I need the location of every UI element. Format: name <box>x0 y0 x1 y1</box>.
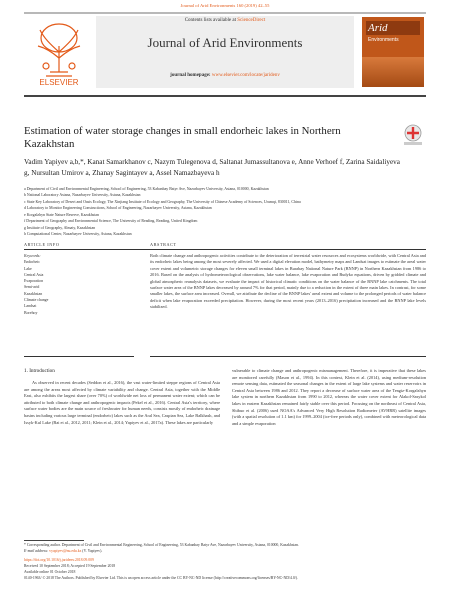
footnote-rule <box>24 540 84 541</box>
affiliation-item: g Institute of Geography, Almaty, Kazakhstan <box>24 225 96 230</box>
journal-reference[interactable]: Journal of Arid Environments 160 (2019) 42–55 <box>180 3 270 8</box>
keyword: Central Asia <box>24 272 44 277</box>
homepage-link[interactable]: www.elsevier.com/locate/jaridenv <box>211 73 280 78</box>
keyword: Semi-arid <box>24 285 40 290</box>
author-list: Vadim Yapiyev a,b,*, Kanat Samarkhanov c, Nazym Tulegenova d, Saltanat Jumassultanova e, Anne Verhoef f, Zarina Saidaliyeva g, Nursultan Umirov a, Zhanay Sagintayev a, Assel Namazbayeva h <box>24 158 400 177</box>
affiliations <box>24 186 424 238</box>
affiliation-item: f Department of Geography and Environmental Science, The University of Reading, Reading, United Kingdom <box>24 219 198 224</box>
keyword: Evaporation <box>24 279 44 284</box>
received-dates: Received 10 September 2018; Accepted 19 September 2018 <box>24 563 116 568</box>
keyword: Endorheic <box>24 260 40 265</box>
elsevier-wordmark: ELSEVIER <box>39 78 79 87</box>
homepage-prefix: journal homepage: <box>170 73 212 78</box>
elsevier-logo[interactable] <box>26 16 92 88</box>
keyword: Kazakhstan <box>24 291 43 296</box>
affiliation-item: h Computational Center, Nazarbayev University, Astana, Kazakhstan <box>24 232 132 237</box>
article-info-heading: ARTICLE INFO <box>24 242 60 247</box>
article-title: Estimation of water storage changes in small endorheic lakes in Northern Kazakhstan <box>24 125 341 150</box>
cover-subtitle: Environments <box>368 37 399 43</box>
journal-homepage <box>96 73 354 78</box>
journal-cover-image[interactable] <box>362 17 424 87</box>
introduction-heading: 1. Introduction <box>24 368 55 374</box>
sciencedirect-link[interactable]: ScienceDirect <box>237 18 266 23</box>
section-rule <box>24 249 426 250</box>
email-label: E-mail address: <box>24 548 50 553</box>
keywords-rule <box>24 356 134 357</box>
affiliation-item: d Laboratory to Monitor Engineering Constructions, School of Engineering, Nazarbayev University, Astana, Kazakhstan <box>24 206 212 211</box>
crossmark-icon[interactable] <box>403 124 423 146</box>
affiliation-item: e Korgalzhyn State Nature Reserve, Kazakhstan <box>24 212 99 217</box>
keyword: Landsat <box>24 304 37 309</box>
abstract-rule <box>150 356 426 357</box>
email-suffix: (V. Yapiyev). <box>81 548 103 553</box>
keyword: Climate change <box>24 298 49 303</box>
keywords-block <box>24 253 124 316</box>
email-link[interactable]: vyapiyev@nu.edu.kz <box>49 548 82 553</box>
doi-link[interactable]: https://doi.org/10.1016/j.jaridenv.2018.09.009 <box>24 557 94 562</box>
corresponding-author-note: * Corresponding author. Department of Civil and Environmental Engineering, School of Engineering, 53 Kabanbay Batyr Ave, Nazarbayev University, Astana, 010000, Kazakhstan. <box>24 543 299 547</box>
introduction-left-column: As observed in recent decades (Seddon et al., 2016), the vast water-limited steppe regions of Central Asia are among the areas most affected by climate variability and change. Central Asia, together with the Middle East, also exhibits the largest share (over 70%) of worldwide net loss of permanent water extent; which can be attributed to both climate change and anthropogenic impacts (Pekel et al., 2016). Central Asia's territory, where surface water bodies are the main source of freshwater for human needs, consists mostly of endorheic drainage basins including various large terminal (endorheic) lakes such as the Aral Sea, Caspian Sea, Lake Balkhash, and Issyk-Kul Lake (Bai et al., 2012, 2011; Klein et al., 2014; Yapiyev et al., 2017a). These lakes are particularly <box>24 380 220 425</box>
keyword: Lake <box>24 266 32 271</box>
abstract-text: Both climate change and anthropogenic activities contribute to the deterioration of terrestrial water resources and ecosystems worldwide, with Central Asia and its endorheic lakes being among the most severely affected. We used a digital elevation model, bathymetry maps and Landsat images to estimate the areal water cover extent and volumetric storage changes for eleven small terminal lakes in Burabay National Nature Park (BNNP) in Northern Kazakhstan from 1986 to 2016. Based on the analysis of hydrometeorological observations, lake water balance, lake evaporation and Budyko equations, driven by gridded climate and global atmospheric reanalysis datasets, we evaluate the impact of historical climatic conditions on the water balance of the BNNP lake catchments. The total surface water area of the BNNP lakes decreased by around 7% for that period, mainly due to a reduction in the extent of three main lakes. In contrast, for some smaller lakes, the surface area increased. Overall, we attribute the decline of the BNNP lakes' areal extent and volume to the prolonged periods of water balance deficit when lake evaporation exceeded precipitation. However, during the most recent years (2013–2016) precipitation increased and the BNNP lake levels stabilized. <box>150 253 426 310</box>
license-statement: 0140-1963/ © 2018 The Authors. Published by Elsevier Ltd. This is an open access article under the CC BY-NC-ND license (http://creativecommons.org/licenses/BY-NC-ND/4.0/). <box>24 575 298 580</box>
introduction-right-column: vulnerable to climate change and anthropogenic mismanagement. Therefore, it is imperative that these lakes are monitored carefully (Mason et al., 1994). In this context, Klein et al. (2014), using medium-resolution remote sensing data, estimated the seasonal changes in the extent of large lake systems and water reservoirs in Central Asia between 1986 and 2012. They report a decrease of surface water area of the Tengiz-Korgalzhyn lake system in northern Kazakhstan from 1990 to 2012, whereas the water cover extent for Alakol-Sasykol lakes in eastern Kazakhstan remained fairly stable over this period. Focusing on the northeast of Central Asia, Shibuo et al. (2006) used NOAA's Advanced Very High Resolution Radiometer (AVHRR) satellite images (with a spatial resolution of 1.1 km) for 1999–2004 (ice-free periods only), combined with meteorological data and a simple evaporation <box>232 368 426 426</box>
article-footer <box>24 543 426 581</box>
affiliation-item: b National Laboratory Astana, Nazarbayev University, Astana, Kazakhstan <box>24 193 141 198</box>
contents-line <box>96 18 354 23</box>
header-rule <box>24 95 426 97</box>
cover-title: Arid <box>368 22 388 34</box>
keyword: Borehoy <box>24 310 38 315</box>
keywords-label: Keywords: <box>24 254 41 258</box>
online-date: Available online 01 October 2018 <box>24 569 76 574</box>
journal-name: Journal of Arid Environments <box>147 35 303 50</box>
affiliation-item: c State Key Laboratory of Desert and Oasis Ecology, The Xinjiang Institute of Ecology and Geography, The University of Chinese Academy of Sciences, Urumqi, 830011, China <box>24 199 301 204</box>
affiliation-item: a Department of Civil and Environmental Engineering, School of Engineering, 53 Kabanbay Batyr Ave, Nazarbayev University, Astana, 010000, Kazakhstan <box>24 187 269 191</box>
contents-prefix: Contents lists available at <box>184 18 238 23</box>
abstract-heading: ABSTRACT <box>150 242 177 247</box>
